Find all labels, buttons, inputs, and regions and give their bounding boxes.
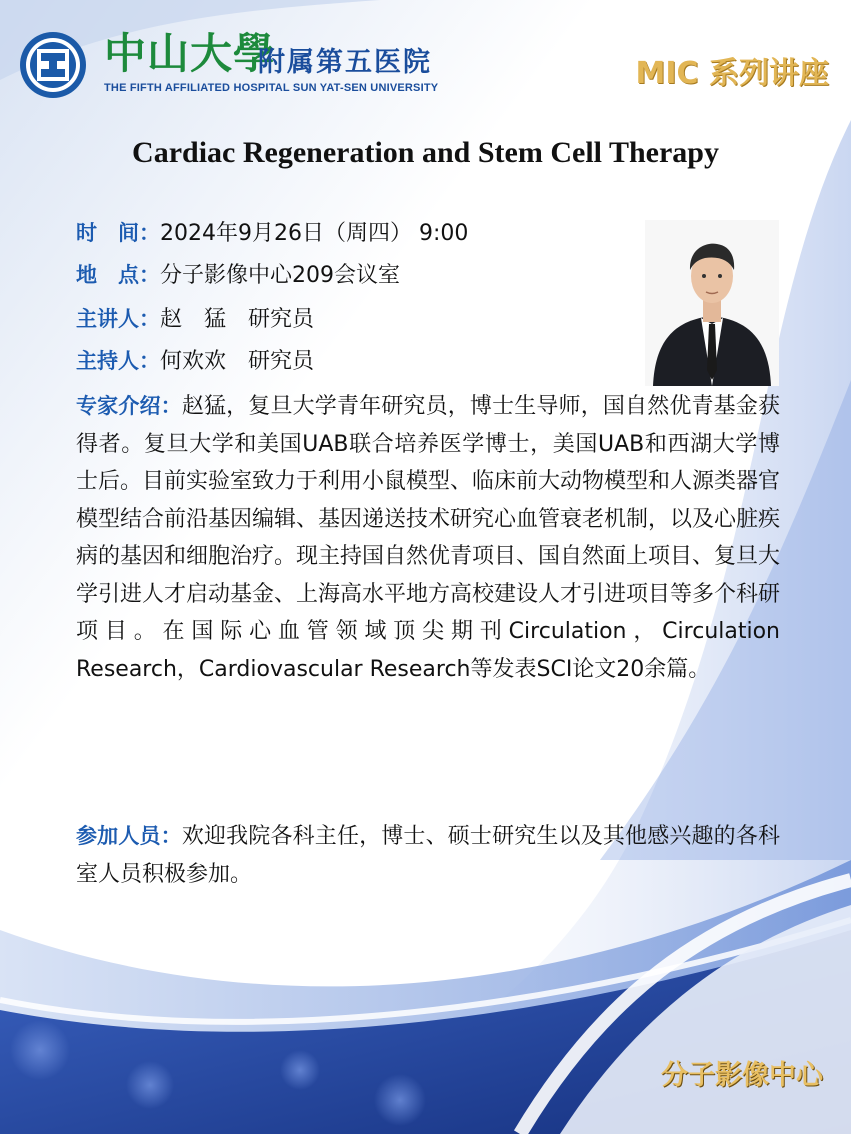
speaker-row: [76, 304, 314, 335]
place-label: 地 点：: [76, 263, 160, 287]
time-label: 时 间：: [76, 221, 160, 245]
bio-label: 专家介绍：: [76, 394, 182, 418]
host-label: 主持人：: [76, 349, 160, 373]
speaker-bio-block: [76, 388, 780, 688]
lecture-title: Cardiac Regeneration and Stem Cell Therapy: [132, 136, 719, 169]
attendees-text: 欢迎我院各科主任，博士、硕士研究生以及其他感兴趣的各科室人员积极参加。: [76, 824, 780, 887]
host-row: [76, 346, 314, 377]
university-name: 中山大學: [104, 29, 277, 78]
place-row: [76, 260, 400, 291]
footer-brand: 分子影像中心: [661, 1060, 823, 1091]
page-header: [0, 0, 851, 110]
attendees-block: [76, 818, 780, 893]
place-value: 分子影像中心209会议室: [160, 263, 400, 288]
speaker-label: 主讲人：: [76, 307, 160, 331]
time-value: 2024年9月26日（周四） 9:00: [160, 221, 469, 246]
time-row: [76, 218, 468, 249]
hospital-name: 附属第五医院: [258, 47, 432, 78]
speaker-photo: [645, 220, 779, 386]
bio-text: 赵猛，复旦大学青年研究员，博士生导师，国自然优青基金获得者。复旦大学和美国UAB联合培养医学博士，美国UAB和西湖大学博士后。目前实验室致力于利用小鼠模型、临床前大动物模型和人源类器官模型结合前沿基因编辑、基因递送技术研究心血管衰老机制，以及心脏疾病的基因和细胞治疗。现主持国自然优青项目、国自然面上项目、复旦大学引进人才启动基金、上海高水平地方高校建设人才引进项目等多个科研项目。在国际心血管领域顶尖期刊Circulation，Circulation Research，Cardiovascular Research等发表SCI论文20余篇。: [76, 394, 781, 682]
attendees-label: 参加人员：: [76, 824, 182, 848]
hospital-emblem-icon: [18, 30, 88, 100]
host-value: 何欢欢 研究员: [160, 349, 315, 374]
lecture-series-label: MIC 系列讲座: [635, 56, 829, 91]
hospital-english-name: THE FIFTH AFFILIATED HOSPITAL SUN YAT-SEN UNIVERSITY: [104, 82, 439, 94]
speaker-value: 赵 猛 研究员: [160, 307, 315, 332]
